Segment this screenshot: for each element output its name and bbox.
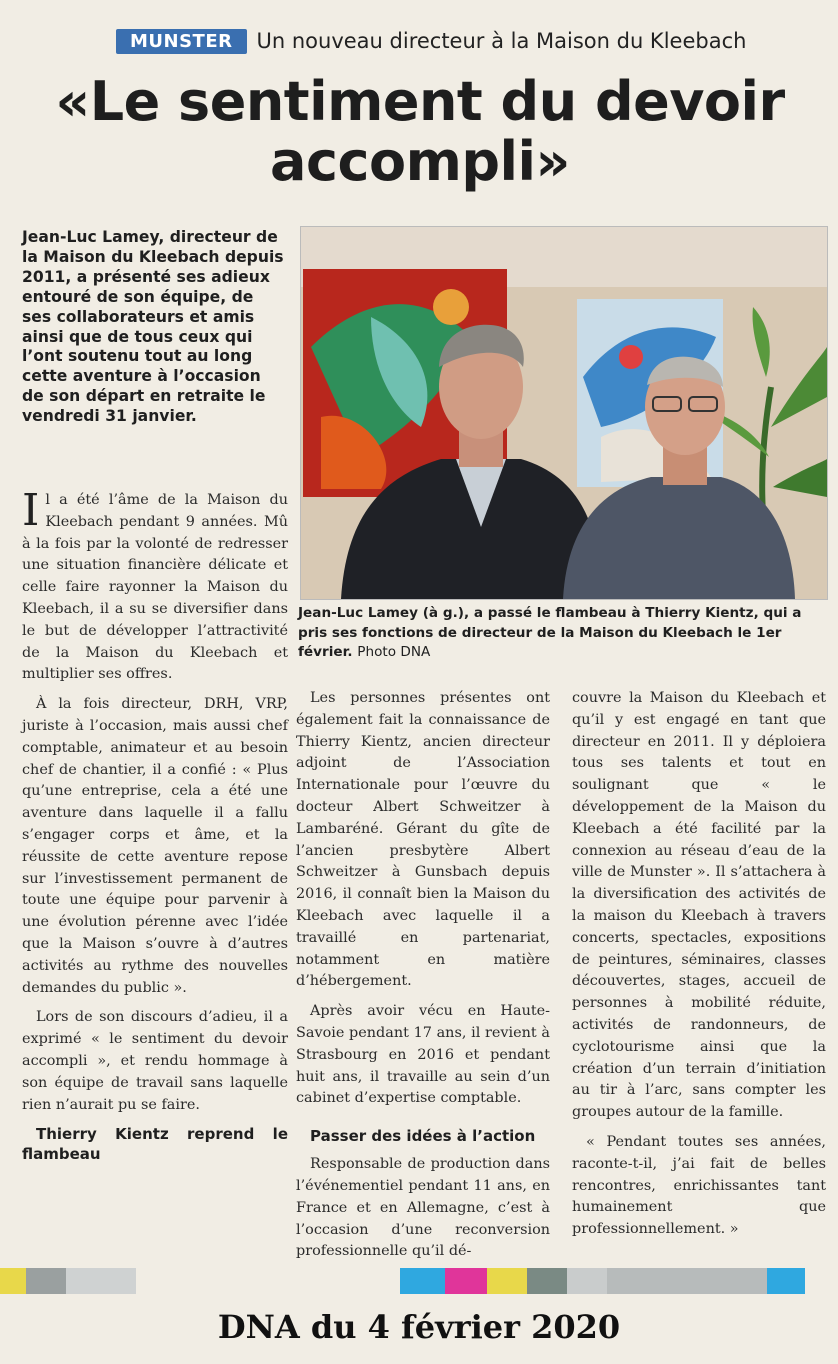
paragraph: Après avoir vécu en Haute-Savoie pendant 17 ans, il revient à Strasbourg en 2016 et pendant huit ans, il travaille au sein d’un cabinet d’expertise comptable. xyxy=(296,1003,550,1107)
headline-line-1: «Le sentiment du devoir xyxy=(55,70,785,133)
color-swatch xyxy=(26,1268,66,1294)
paragraph xyxy=(22,485,288,686)
paragraph: À la fois directeur, DRH, VRP, juriste à l’occasion, mais aussi chef comptable, animateur et au besoin chef de chantier, il a confié : « Plus qu’une entreprise, cela a été une aventure dans laquelle il a fallu s’engager corps et âme, et la réussite de cette aventure repose sur l’investissement permanent de toute une équipe pour parvenir à une évolution pérenne avec l’idée que la Maison s’ouvre à d’autres activités au rythme des nouvelles demandes du public ». xyxy=(22,696,288,996)
color-swatch xyxy=(567,1268,607,1294)
color-swatch xyxy=(400,1268,445,1294)
drop-cap: I xyxy=(22,485,40,536)
subheading: Passer des idées à l’action xyxy=(310,1127,536,1146)
column-2 xyxy=(296,688,550,1271)
paragraph: couvre la Maison du Kleebach et qu’il y est engagé en tant que directeur en 2011. Il y déploiera tous ses talents et tout en soulignant que « le développement de la Maison du Kleebach a été facilité par la connexion au réseau d’eau de la ville de Munster ». Il s’attachera à la diversification des activités de la maison du Kleebach à travers concerts, spectacles, expositions de peintures, séminaires, classes découvertes, stages, accueil de personnes à mobilité réduite, activités de randonneurs, de cyclotourisme ainsi que la création d’un terrain d’initiation au tir à l’arc, sans compter les groupes autour de la famille. xyxy=(572,690,826,1121)
paragraph: Lors de son discours d’adieu, il a exprimé « le sentiment du devoir accompli », et rendu hommage à son équipe de travail sans laquelle rien n’aurait pu se faire. xyxy=(22,1009,288,1113)
color-swatch xyxy=(66,1268,136,1294)
photo-credit: Photo DNA xyxy=(357,644,431,660)
photo-caption xyxy=(298,604,826,663)
color-swatch xyxy=(527,1268,567,1294)
column-3 xyxy=(572,688,826,1249)
color-swatch xyxy=(445,1268,487,1294)
headline xyxy=(40,72,800,192)
kicker xyxy=(116,28,746,54)
paragraph: « Pendant toutes ses années, raconte-t-il, j’ai fait de belles rencontres, enrichissantes tant humainement que professionnellement. » xyxy=(572,1133,826,1238)
source-footer: DNA du 4 février 2020 xyxy=(217,1308,621,1346)
color-calibration-bar-left xyxy=(0,1268,136,1294)
paragraph: Les personnes présentes ont également fait la connaissance de Thierry Kientz, ancien directeur adjoint de l’Association Internationale pour l’œuvre du docteur Albert Schweitzer à Lambaréné. Gérant du gîte de l’ancien presbytère Albert Schweitzer à Gunsbach depuis 2016, il connaît bien la Maison du Kleebach avec laquelle il a travaillé en partenariat, notamment en matière d’hébergement. xyxy=(296,690,550,990)
color-calibration-bar-right xyxy=(400,1268,805,1294)
paragraph: Responsable de production dans l’événementiel pendant 11 ans, en France et en Allemagne, c’est à l’occasion d’une reconversion professionnelle qu’il dé- xyxy=(296,1156,550,1260)
section-tag: MUNSTER xyxy=(116,29,247,54)
color-swatch xyxy=(0,1268,26,1294)
color-swatch xyxy=(767,1268,805,1294)
subheading: Thierry Kientz reprend le flambeau xyxy=(22,1125,288,1164)
kicker-text: Un nouveau directeur à la Maison du Kleebach xyxy=(256,29,747,53)
paragraph-text: l a été l’âme de la Maison du Kleebach pendant 9 années. Mû à la fois par la volonté de redresser une situation financière délicate et celle faire rayonner la Maison du Kleebach, il a su se diversifier dans le but de développer l’attractivité de la Maison du Kleebach et multiplier ses offres. xyxy=(22,492,288,683)
headline-line-2: accompli» xyxy=(270,130,570,193)
caption-text: Jean-Luc Lamey (à g.), a passé le flambeau à Thierry Kientz, qui a pris ses fonctions de directeur de la Maison du Kleebach le 1er février. xyxy=(298,605,802,660)
column-1 xyxy=(22,485,288,1172)
color-swatch xyxy=(607,1268,767,1294)
article-photo xyxy=(300,226,828,600)
photo-illustration xyxy=(301,227,827,599)
lead-paragraph: Jean-Luc Lamey, directeur de la Maison du Kleebach depuis 2011, a présenté ses adieux entouré de son équipe, de ses collaborateurs et amis ainsi que de tous ceux qui l’ont soutenu tout au long cette aventure à l’occasion de son départ en retraite le vendredi 31 janvier. xyxy=(22,228,284,426)
color-swatch xyxy=(487,1268,527,1294)
